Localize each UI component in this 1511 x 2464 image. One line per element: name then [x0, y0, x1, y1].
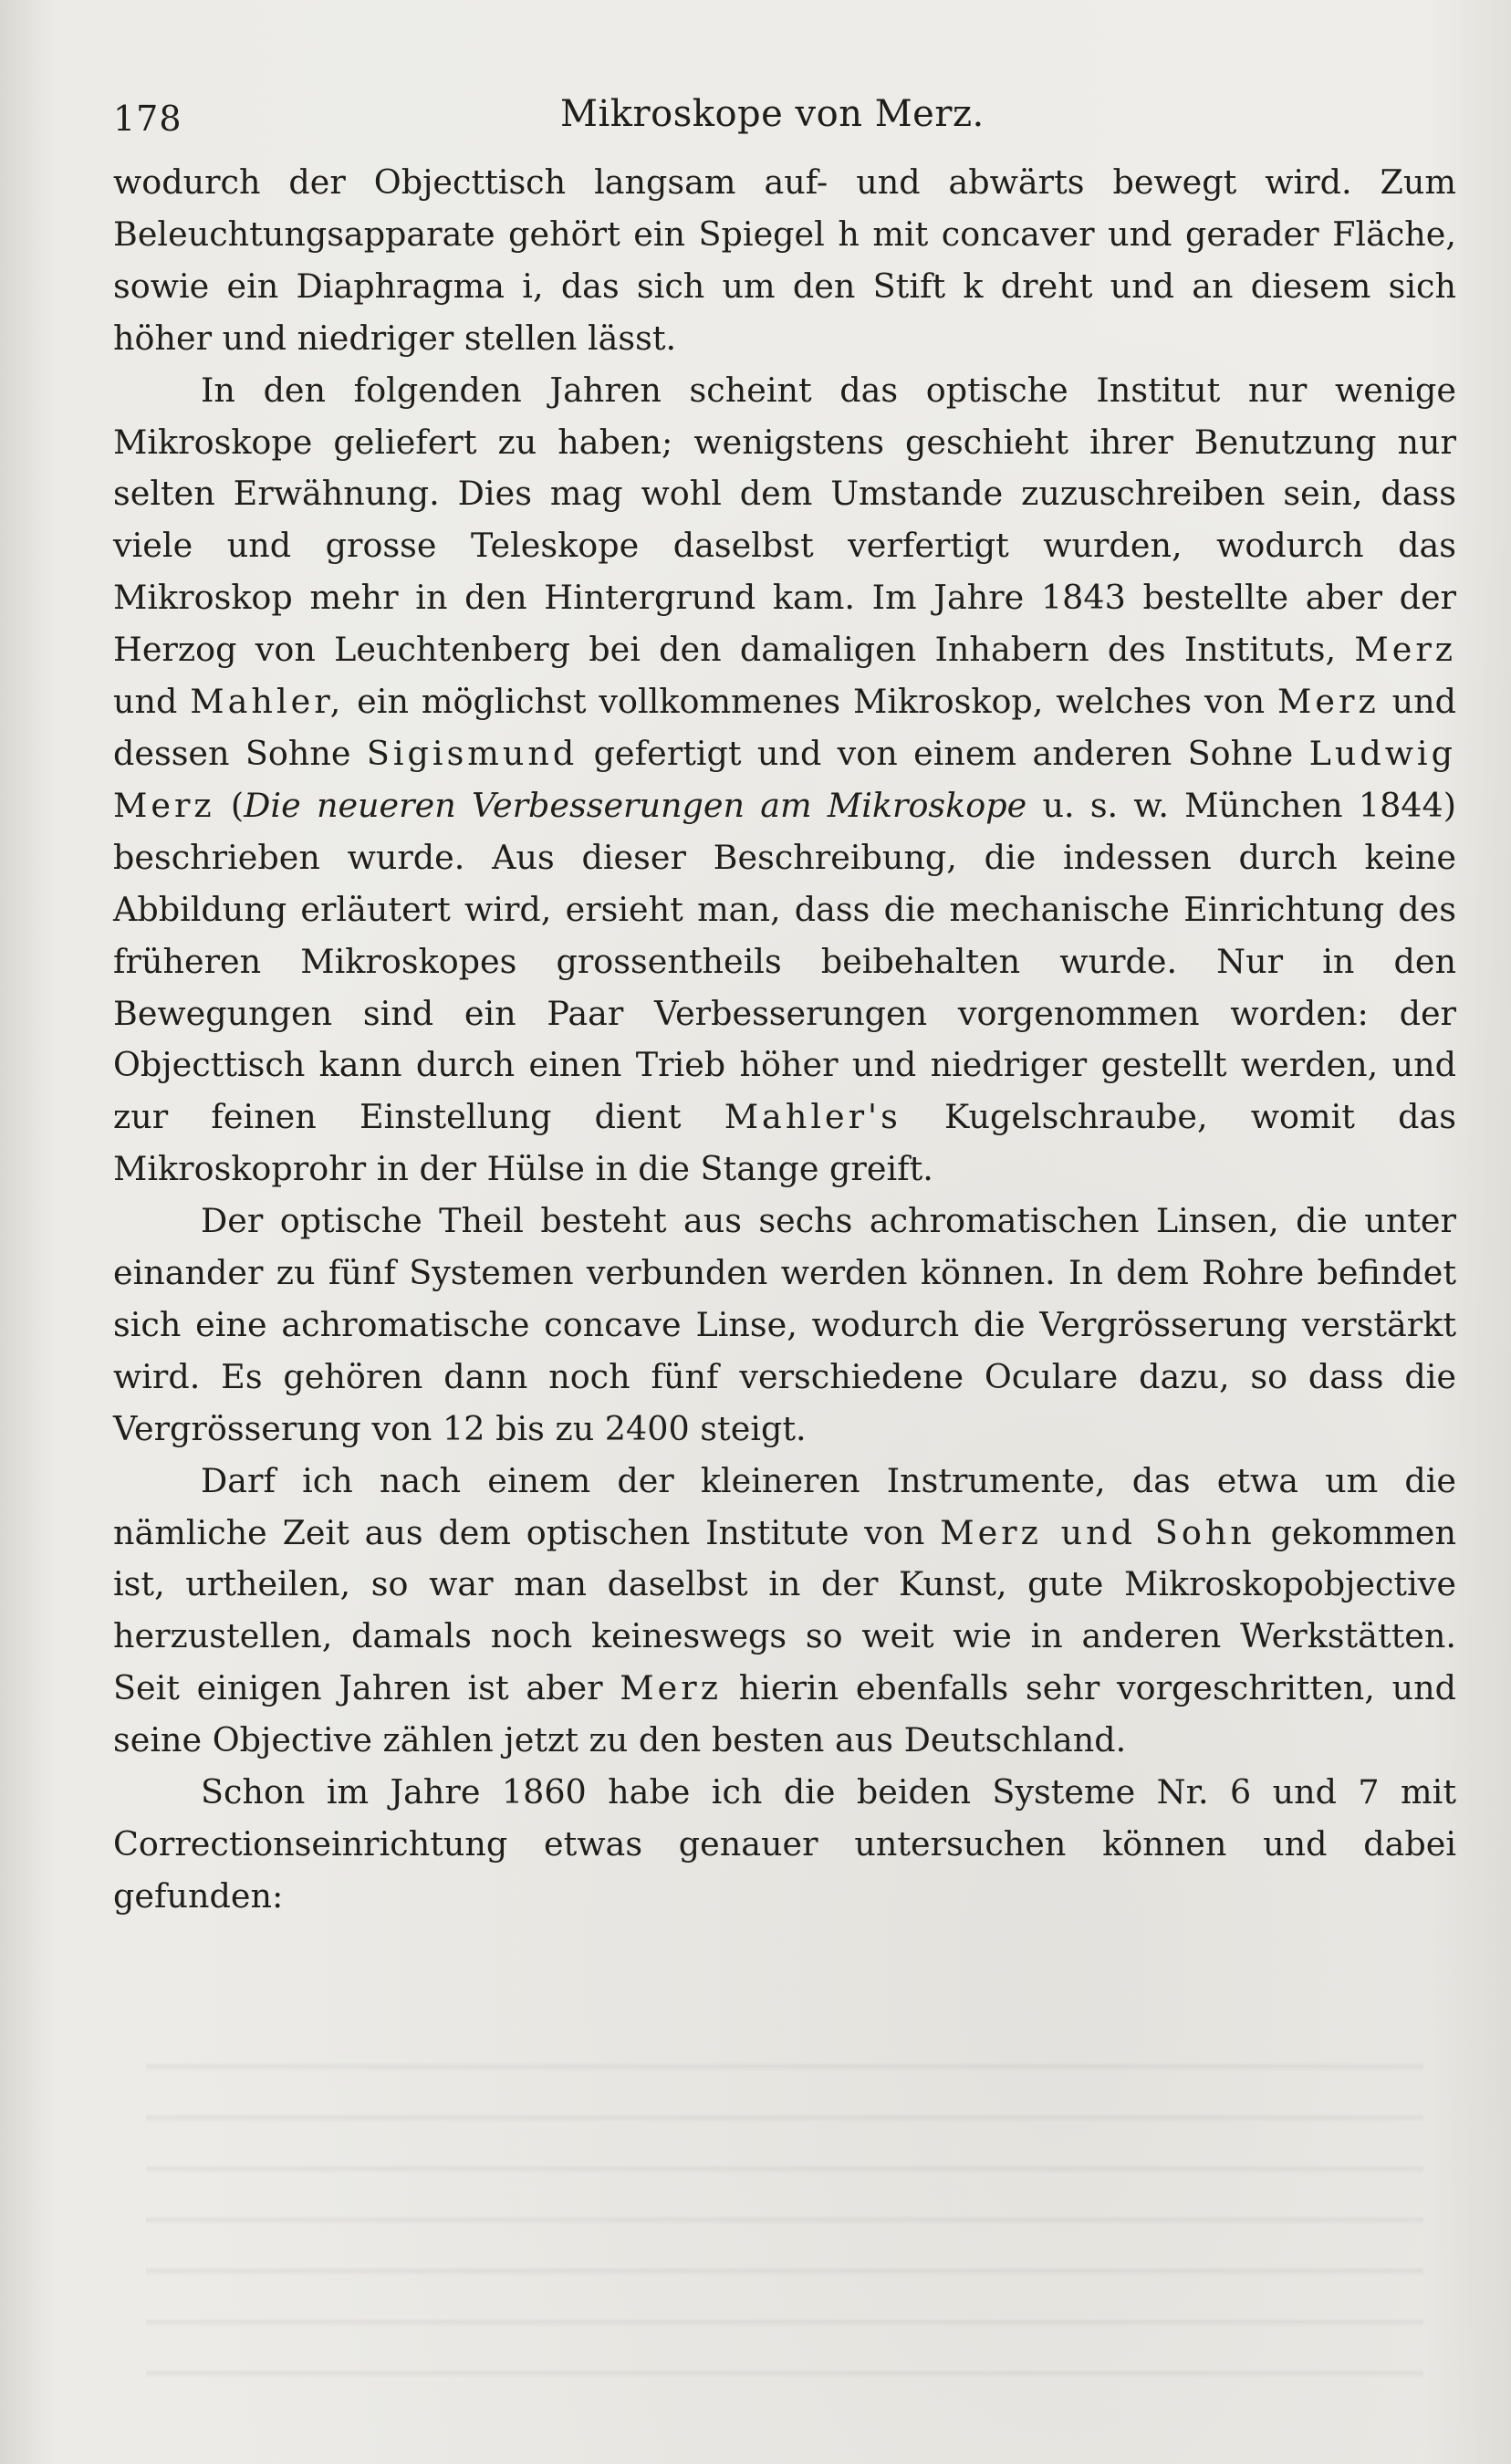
page-header: [113, 91, 1454, 146]
paragraph-3: Der optische Theil besteht aus sechs achromatischen Linsen, die unter einander zu fünf Systemen verbunden werden können. In dem Rohre befindet sich eine achromatische concave Linse, wodurch die Vergrösserung verstärkt wird. Es gehören dann noch fünf verschiedene Oculare dazu, so dass die Vergrösserung von 12 bis zu 2400 steigt.: [113, 1201, 1456, 1448]
paragraph-2-text-a: In den folgenden Jahren scheint das optische Institut nur wenige Mikroskope geliefert zu haben; wenigstens geschieht ihrer Benutzung nur selten Erwähnung. Dies mag wohl dem Umstande zuzuschreiben sein, dass viele und grosse Teleskope daselbst verfertigt wurden, wodurch das Mikroskop mehr in den Hintergrund kam. Im Jahre 1843 bestellte aber der Herzog von Leuchtenberg bei den damaligen Inhabern des Instituts,: [113, 370, 1456, 670]
paragraph-2-text-f: Kugelschraube, womit das Mikroskoprohr in der Hülse in die Stange greift.: [113, 1097, 1456, 1189]
person-name-mahler: Mahler,: [190, 682, 345, 722]
firm-name-merz-und-sohn: Merz und Sohn: [940, 1512, 1256, 1552]
paragraph-4-text-c: hierin ebenfalls sehr vorgeschritten, und seine Objective zählen jetzt zu den besten aus Deutschland.: [113, 1668, 1456, 1760]
paragraph-1: wodurch der Objecttisch langsam auf- und abwärts bewegt wird. Zum Beleuchtungsapparate gehört ein Spiegel h mit concaver und gerader Fläche, sowie ein Diaphragma i, das sich um den Stift k dreht und an diesem sich höher und niedriger stellen lässt.: [113, 162, 1456, 358]
paragraph-5: Schon im Jahre 1860 habe ich die beiden Systeme Nr. 6 und 7 mit Correctionseinrichtung etwas genauer untersuchen können und dabei gefunden:: [113, 1772, 1456, 1916]
person-name-mahlers: Mahler's: [724, 1097, 901, 1137]
paragraph-2-text-b: ein möglichst vollkommenes Mikroskop, welches von: [357, 682, 1266, 722]
body-text: [113, 157, 1456, 1923]
paragraph-2: [113, 365, 1456, 1196]
conjunction-und: und: [113, 682, 178, 722]
person-name-merz-2: Merz: [1277, 682, 1380, 722]
paragraph-2-text-c: und dessen Sohne: [113, 682, 1456, 773]
paren-open: (: [230, 785, 245, 825]
show-through-texture: [146, 2035, 1423, 2382]
paragraph-4: [113, 1456, 1456, 1767]
person-name-sigismund: Sigismund: [366, 733, 578, 773]
person-name-ludwig-merz: Ludwig Merz: [113, 733, 1456, 825]
paragraph-4-text-a: Darf ich nach einem der kleineren Instrumente, das etwa um die nämliche Zeit aus dem optischen Institute von: [113, 1460, 1456, 1552]
person-name-merz-3: Merz: [620, 1668, 722, 1708]
running-title: Mikroskope von Merz.: [560, 93, 985, 135]
paragraph-4-text-b: gekommen ist, urtheilen, so war man daselbst in der Kunst, gute Mikroskopobjective herzustellen, damals noch keineswegs so weit wie in anderen Werkstätten. Seit einigen Jahren ist aber: [113, 1512, 1456, 1708]
person-name-merz: Merz: [1354, 630, 1456, 670]
paragraph-2-text-d: gefertigt und von einem anderen Sohne: [593, 733, 1294, 773]
paragraph-2-text-e: u. s. w. München 1844) beschrieben wurde. Aus dieser Beschreibung, die indessen durch keine Abbildung erläutert wird, ersieht man, dass die mechanische Einrichtung des früheren Mikroskopes grossentheils beibehalten wurde. Nur in den Bewegungen sind ein Paar Verbesserungen vorgenommen worden: der Objecttisch kann durch einen Trieb höher und niedriger gestellt werden, und zur feinen Einstellung dient: [113, 785, 1456, 1137]
page-number: 178: [113, 99, 182, 139]
book-title: Die neueren Verbesserungen am Mikroskope: [244, 785, 1027, 825]
